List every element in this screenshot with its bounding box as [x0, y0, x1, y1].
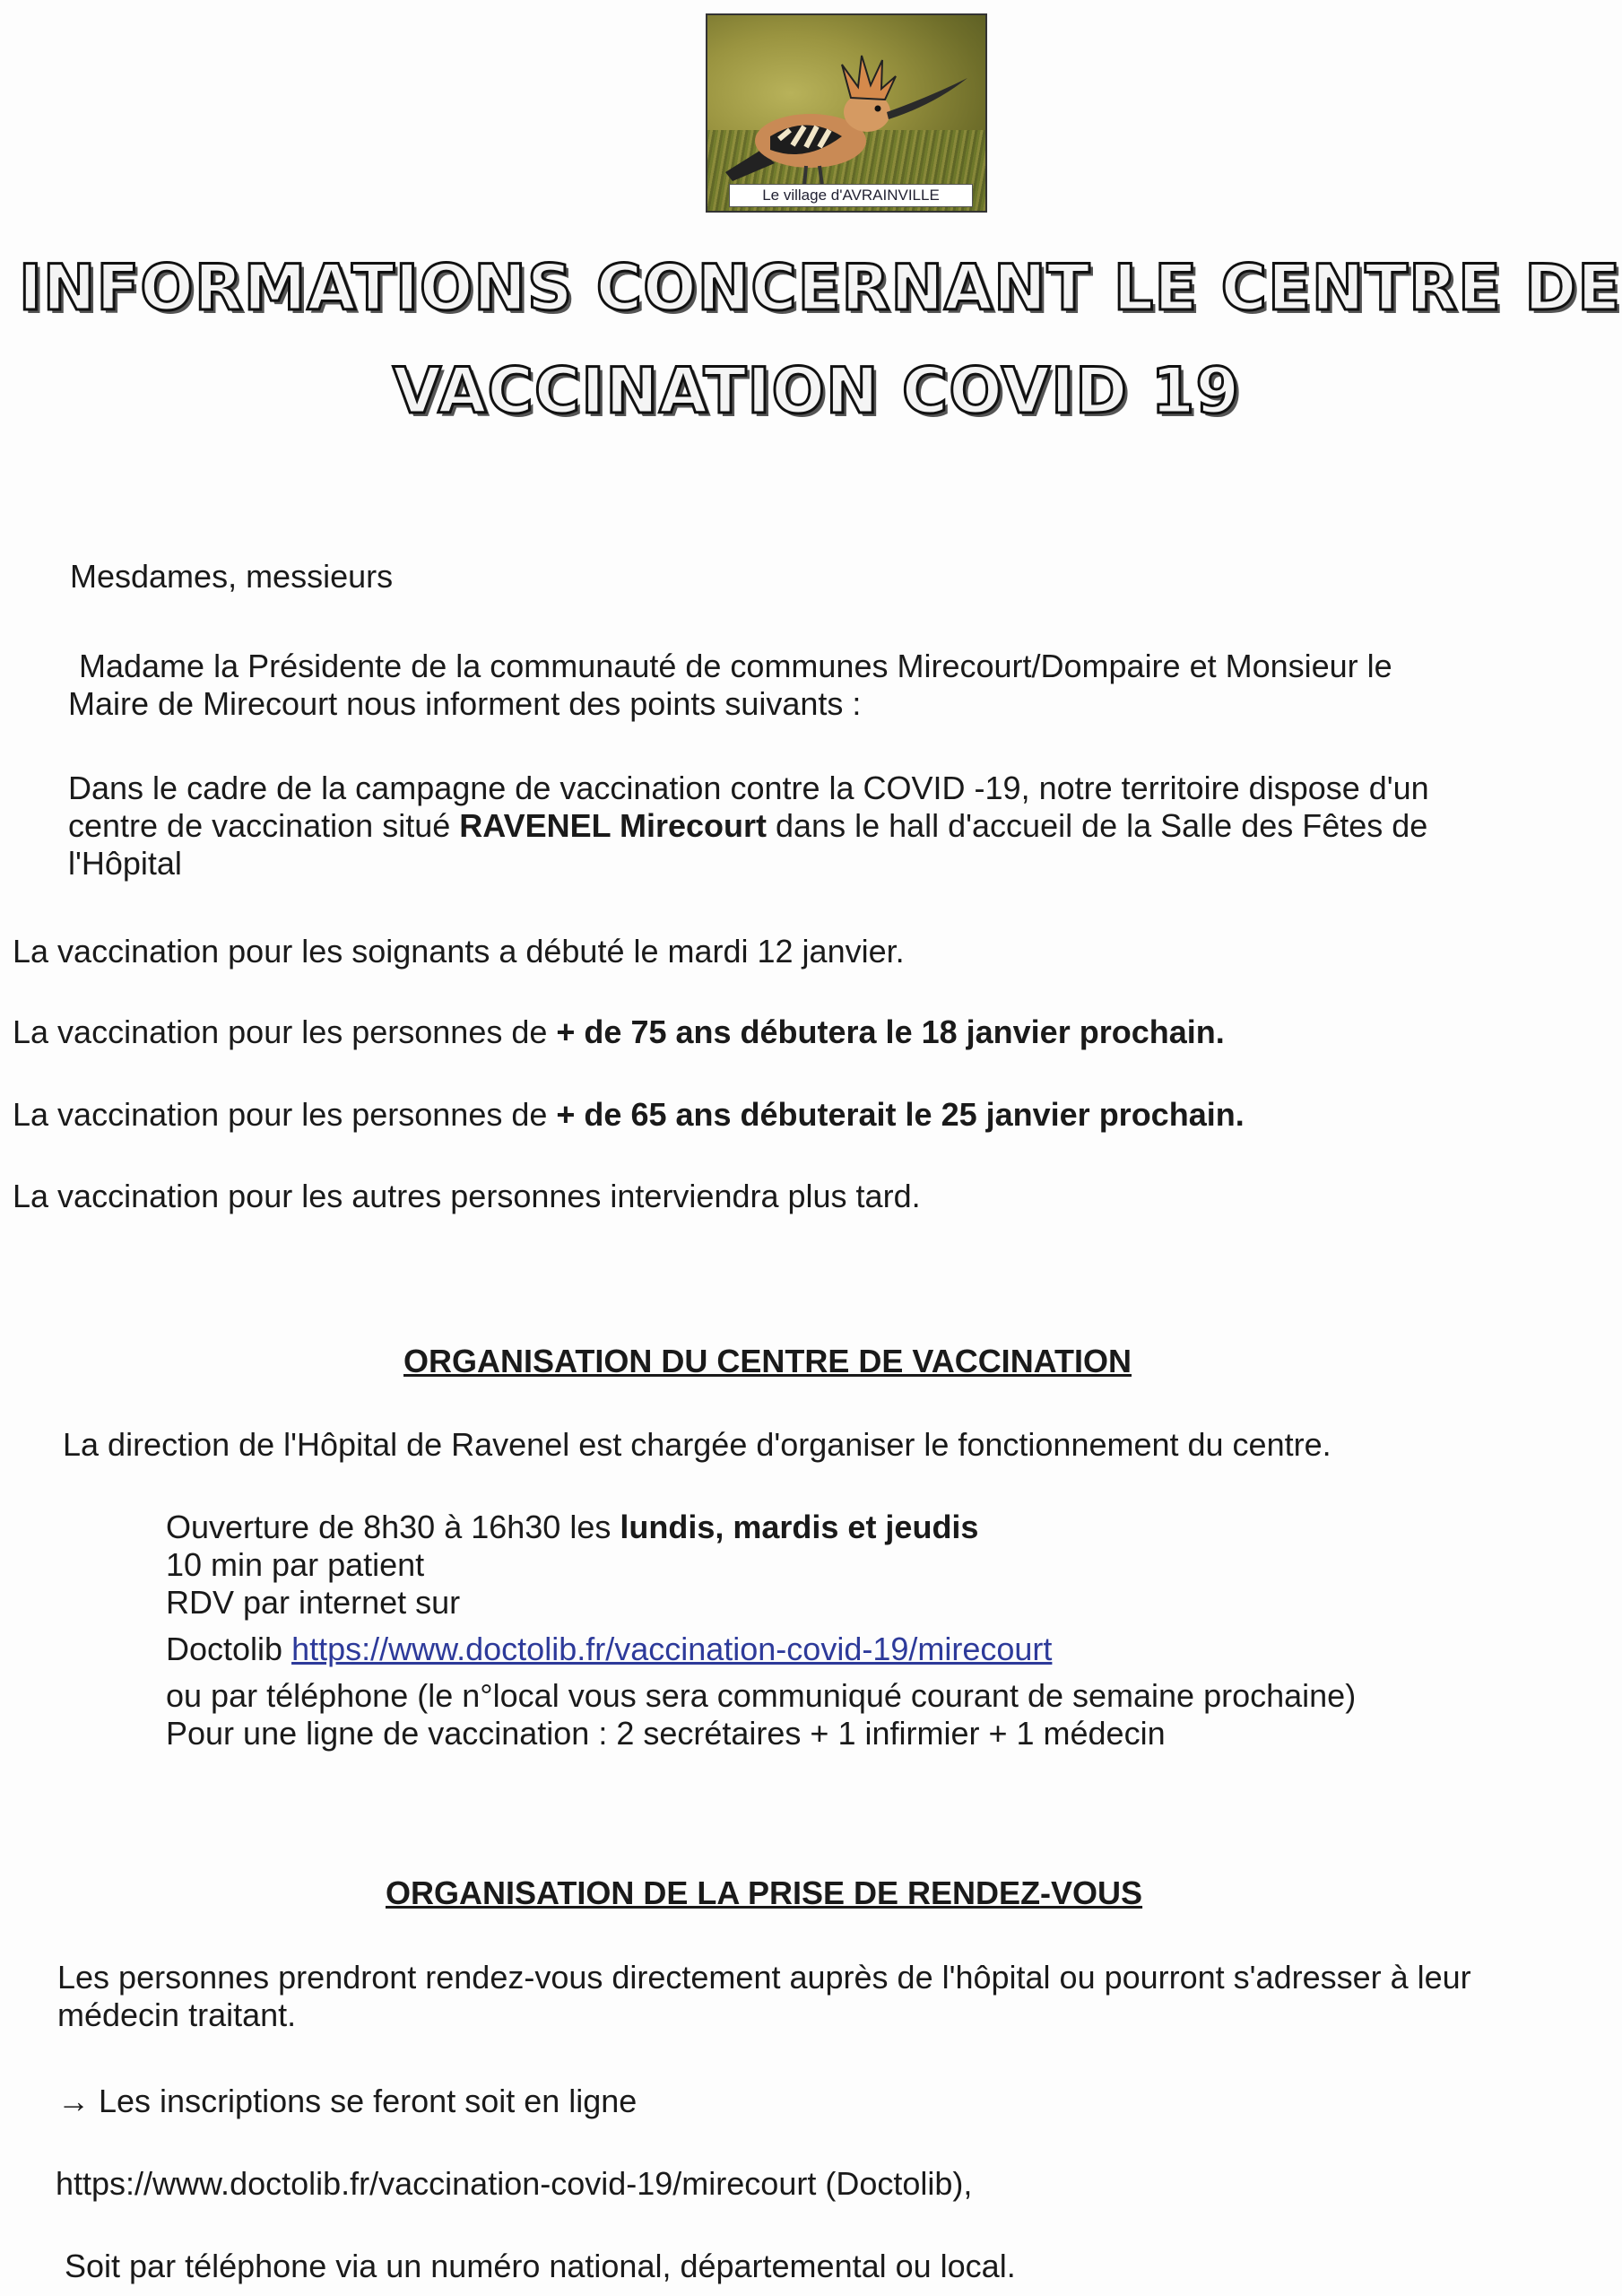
bird-illustration	[707, 15, 985, 211]
doctolib-line	[166, 1631, 1052, 1668]
context-text: dans le hall d'accueil de la Salle des Fêtes de	[767, 807, 1428, 844]
context-paragraph-line-2	[68, 807, 1427, 845]
schedule-others: La vaccination pour les autres personnes interviendra plus tard.	[13, 1178, 921, 1214]
online-registration	[57, 2083, 637, 2120]
intro-paragraph-line-1: Madame la Présidente de la communauté de communes Mirecourt/Dompaire et Monsieur le	[79, 648, 1392, 684]
context-paragraph-line-1: Dans le cadre de la campagne de vaccination contre la COVID -19, notre territoire dispose d'un	[68, 770, 1429, 806]
greeting: Mesdames, messieurs	[70, 558, 394, 595]
rdv-paragraph-line-1: Les personnes prendront rendez-vous directement auprès de l'hôpital ou pourront s'adresser à leur	[57, 1959, 1471, 1996]
schedule-over-65	[13, 1096, 1245, 1134]
logo-caption: Le village d'AVRAINVILLE	[729, 184, 973, 207]
schedule-over-75	[13, 1013, 1225, 1051]
centre-direction: La direction de l'Hôpital de Ravenel est chargée d'organiser le fonctionnement du centre.	[63, 1426, 1331, 1463]
arrow-icon: →	[57, 2083, 90, 2119]
doctolib-label: Doctolib	[166, 1631, 292, 1667]
schedule-text: La vaccination pour les personnes de	[13, 1096, 557, 1133]
centre-name: RAVENEL Mirecourt	[459, 807, 767, 844]
vaccination-line-staff: Pour une ligne de vaccination : 2 secrétaires + 1 infirmier + 1 médecin	[166, 1715, 1166, 1752]
online-text: Les inscriptions se feront soit en ligne	[90, 2083, 638, 2119]
doctolib-url-text: https://www.doctolib.fr/vaccination-covid-19/mirecourt (Doctolib),	[56, 2165, 973, 2202]
page-title-line-2: VACCINATION COVID 19	[392, 354, 1241, 428]
doctolib-link[interactable]: https://www.doctolib.fr/vaccination-covid-19/mirecourt	[291, 1631, 1053, 1667]
context-paragraph-line-3: l'Hôpital	[68, 845, 182, 882]
schedule-date: + de 65 ans débuterait le 25 janvier prochain.	[556, 1096, 1245, 1133]
intro-paragraph-line-2: Maire de Mirecourt nous informent des points suivants :	[68, 685, 862, 722]
patient-duration: 10 min par patient	[166, 1546, 425, 1583]
schedule-text: La vaccination pour les personnes de	[13, 1013, 557, 1050]
section-heading-rdv: ORGANISATION DE LA PRISE DE RENDEZ-VOUS	[386, 1874, 1143, 1911]
context-text: centre de vaccination situé	[68, 807, 460, 844]
rdv-online: RDV par internet sur	[166, 1584, 461, 1621]
phone-info: ou par téléphone (le n°local vous sera communiqué courant de semaine prochaine)	[166, 1677, 1357, 1714]
opening-text: Ouverture de 8h30 à 16h30 les	[166, 1509, 620, 1545]
opening-days: lundis, mardis et jeudis	[620, 1509, 979, 1545]
page-title-line-1: INFORMATIONS CONCERNANT LE CENTRE DE	[18, 251, 1622, 325]
schedule-date: + de 75 ans débutera le 18 janvier prochain.	[556, 1013, 1225, 1050]
rdv-paragraph-line-2: médecin traitant.	[57, 1996, 297, 2033]
schedule-caregivers: La vaccination pour les soignants a débuté le mardi 12 janvier.	[13, 933, 905, 970]
section-heading-centre: ORGANISATION DU CENTRE DE VACCINATION	[403, 1343, 1132, 1379]
phone-registration: Soit par téléphone via un numéro national, départemental ou local.	[65, 2248, 1016, 2284]
hoopoe-bird-logo	[706, 13, 987, 213]
opening-hours	[166, 1509, 978, 1546]
